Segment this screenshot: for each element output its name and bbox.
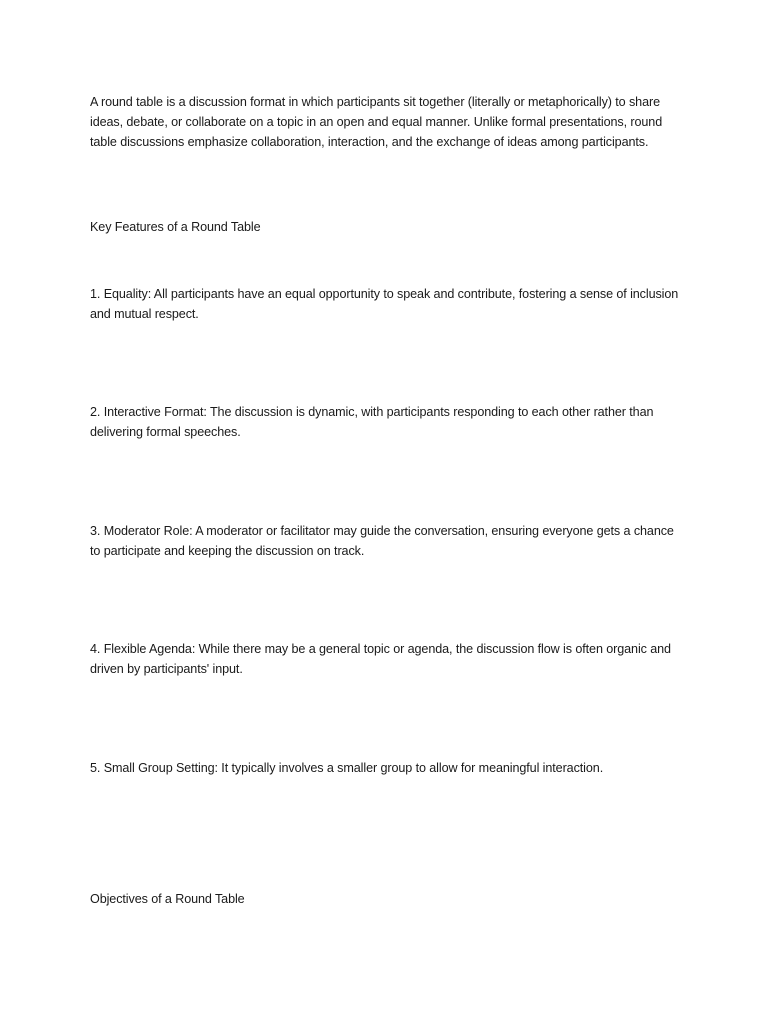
objectives-heading: Objectives of a Round Table [90, 892, 245, 906]
feature-item-interactive-format: 2. Interactive Format: The discussion is dynamic, with participants responding to each other rather than delivering formal speeches. [90, 405, 654, 439]
feature-item-moderator-role: 3. Moderator Role: A moderator or facilitator may guide the conversation, ensuring everyone gets a chance to participate and keeping the discussion on track. [90, 524, 674, 558]
intro-paragraph: A round table is a discussion format in which participants sit together (literally or metaphorically) to share ideas, debate, or collaborate on a topic in an open and equal manner. Unlike formal presentations, round table discussions emphasize collaboration, interaction, and the exchange of ideas among participants. [90, 95, 663, 149]
feature-item-equality: 1. Equality: All participants have an equal opportunity to speak and contribute, fostering a sense of inclusion and mutual respect. [90, 287, 679, 321]
key-features-heading: Key Features of a Round Table [90, 220, 261, 234]
feature-item-flexible-agenda: 4. Flexible Agenda: While there may be a general topic or agenda, the discussion flow is often organic and driven by participants' input. [90, 642, 671, 676]
feature-item-small-group-setting: 5. Small Group Setting: It typically involves a smaller group to allow for meaningful interaction. [90, 761, 604, 775]
